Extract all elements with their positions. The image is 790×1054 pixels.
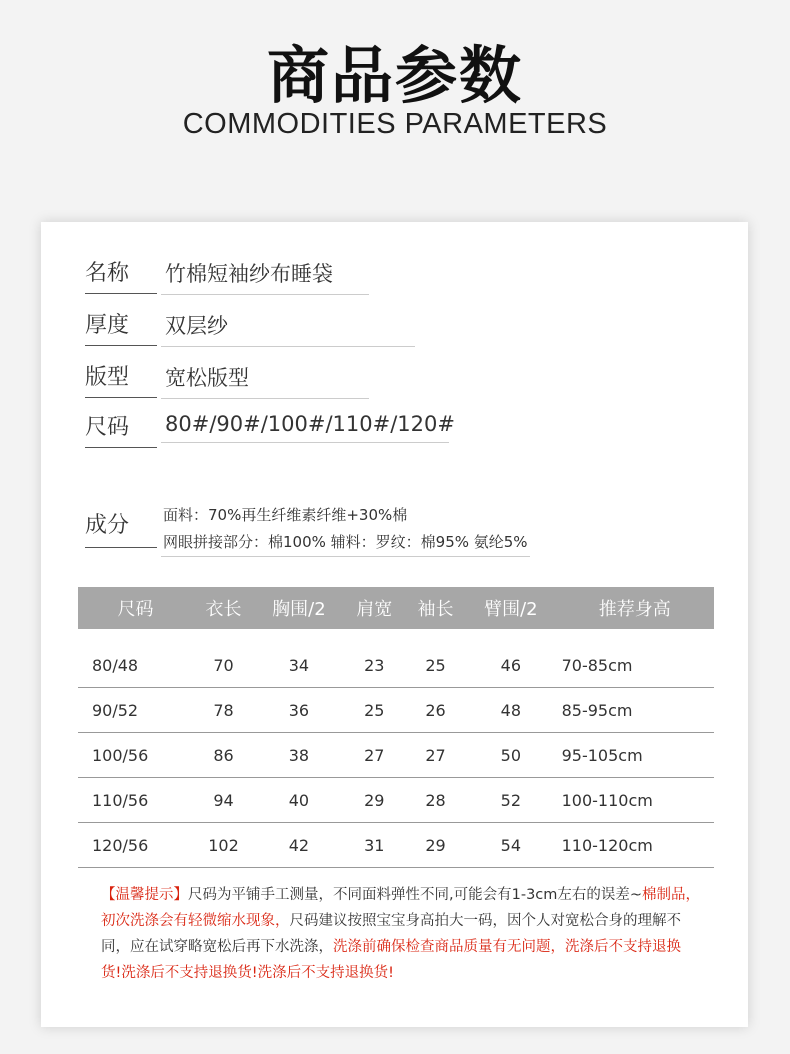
tip-prefix: 【温馨提示】 — [101, 887, 188, 903]
parameters-card — [41, 222, 748, 1027]
tip-text-measure: 尺码为平铺手工测量，不同面料弹性不同,可能会有1-3cm左右的误差~ — [188, 887, 643, 903]
table-cell: 80/48 — [78, 643, 193, 688]
header-cell: 衣长 — [193, 587, 254, 629]
table-cell: 100-110cm — [556, 778, 714, 823]
table-row — [78, 688, 714, 733]
size-table — [78, 587, 714, 868]
table-cell: 94 — [193, 778, 254, 823]
param-value: 竹棉短袖纱布睡袋 — [161, 258, 369, 295]
table-cell: 34 — [254, 643, 344, 688]
table-cell: 95-105cm — [556, 733, 714, 778]
table-cell: 27 — [344, 733, 405, 778]
param-label: 尺码 — [85, 410, 157, 448]
table-cell: 70 — [193, 643, 254, 688]
table-cell: 100/56 — [78, 733, 193, 778]
table-cell: 110-120cm — [556, 823, 714, 868]
table-cell: 29 — [344, 778, 405, 823]
table-cell: 27 — [405, 733, 466, 778]
table-cell: 120/56 — [78, 823, 193, 868]
header-cell: 肩宽 — [344, 587, 405, 629]
header-cell: 袖长 — [405, 587, 466, 629]
header-cell: 臂围/2 — [466, 587, 556, 629]
param-label: 版型 — [85, 360, 157, 398]
header-cell: 胸围/2 — [254, 587, 344, 629]
table-cell: 52 — [466, 778, 556, 823]
header-cell: 推荐身高 — [556, 587, 714, 629]
table-row — [78, 823, 714, 868]
table-cell: 38 — [254, 733, 344, 778]
composition-details — [161, 502, 530, 557]
param-label: 厚度 — [85, 308, 157, 346]
table-cell: 90/52 — [78, 688, 193, 733]
table-cell: 25 — [405, 643, 466, 688]
table-cell: 28 — [405, 778, 466, 823]
table-cell: 85-95cm — [556, 688, 714, 733]
table-cell: 36 — [254, 688, 344, 733]
tip-text-sizing: 尺码建议按照宝宝身高拍大一码，因个人对宽松合身的理解不同，应在试穿略宽松后再下水洗涤， — [101, 913, 681, 955]
table-cell: 42 — [254, 823, 344, 868]
table-cell: 25 — [344, 688, 405, 733]
table-cell: 110/56 — [78, 778, 193, 823]
table-cell: 46 — [466, 643, 556, 688]
table-cell: 31 — [344, 823, 405, 868]
page-subtitle: COMMODITIES PARAMETERS — [182, 108, 608, 140]
page-title: 商品参数 — [266, 39, 523, 112]
table-cell: 78 — [193, 688, 254, 733]
table-cell: 70-85cm — [556, 643, 714, 688]
param-label: 名称 — [85, 256, 157, 294]
table-row — [78, 643, 714, 688]
table-cell: 40 — [254, 778, 344, 823]
table-cell: 50 — [466, 733, 556, 778]
table-cell: 54 — [466, 823, 556, 868]
size-table-header — [78, 587, 714, 629]
param-value: 80#/90#/100#/110#/120# — [161, 412, 449, 443]
table-cell: 29 — [405, 823, 466, 868]
care-tip — [101, 882, 701, 986]
param-value: 双层纱 — [161, 310, 415, 347]
table-cell: 86 — [193, 733, 254, 778]
table-cell: 48 — [466, 688, 556, 733]
table-cell: 23 — [344, 643, 405, 688]
table-cell: 26 — [405, 688, 466, 733]
tip-text-shrink: 棉制品，初次洗涤会有轻微缩水现象， — [101, 887, 701, 929]
composition-line-accessories: 网眼拼接部分：棉100% 辅料：罗纹：棉95% 氨纶5% — [161, 529, 530, 557]
table-row — [78, 733, 714, 778]
header-cell: 尺码 — [78, 587, 193, 629]
composition-line-fabric: 面料：70%再生纤维素纤维+30%棉 — [163, 506, 408, 524]
param-value: 宽松版型 — [161, 362, 369, 399]
table-cell: 102 — [193, 823, 254, 868]
composition-label: 成分 — [85, 508, 157, 548]
table-row — [78, 778, 714, 823]
tip-text-warning: 洗涤前确保检查商品质量有无问题，洗涤后不支持退换货!洗涤后不支持退换货!洗涤后不支持退换货! — [101, 939, 681, 981]
